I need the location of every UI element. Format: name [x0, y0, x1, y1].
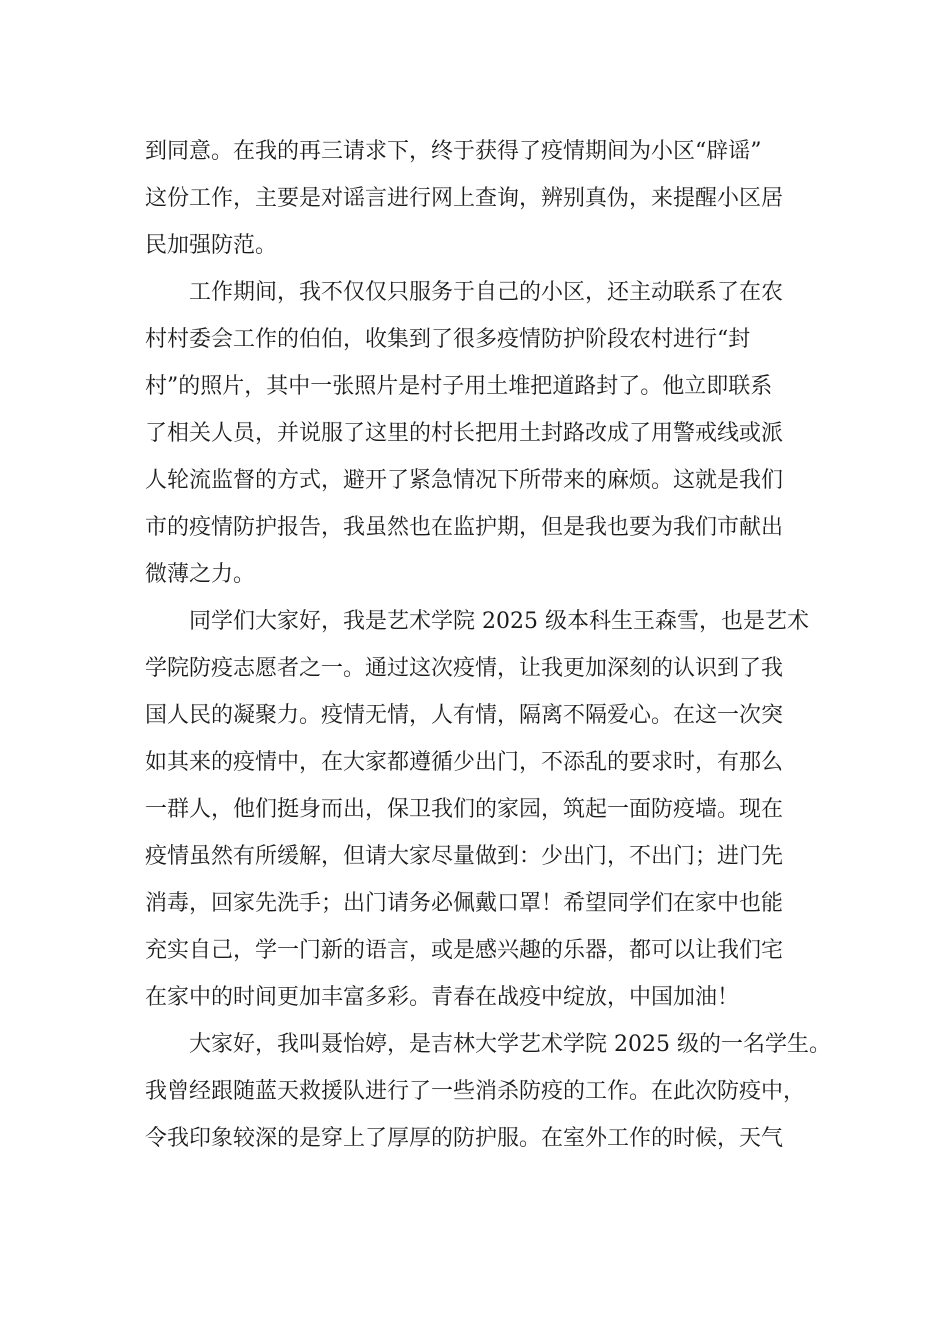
text-line: 到同意。在我的再三请求下，终于获得了疫情期间为小区“辟谣” [145, 139, 762, 164]
text-line: 如其来的疫情中，在大家都遵循少出门，不添乱的要求时，有那么 [145, 750, 784, 775]
text-line: 在家中的时间更加丰富多彩。青春在战疫中绽放，中国加油！ [145, 985, 740, 1010]
text-line: 消毒，回家先洗手；出门请务必佩戴口罩！希望同学们在家中也能 [145, 891, 784, 916]
text-line: 村”的照片，其中一张照片是村子用土堆把道路封了。他立即联系 [145, 374, 773, 399]
paragraph-start-line: 工作期间，我不仅仅只服务于自己的小区，还主动联系了在农 [189, 280, 784, 305]
text-line: 村村委会工作的伯伯，收集到了很多疫情防护阶段农村进行“封 [145, 327, 751, 352]
text-line: 令我印象较深的是穿上了厚厚的防护服。在室外工作的时候，天气 [145, 1126, 784, 1151]
text-line: 我曾经跟随蓝天救援队进行了一些消杀防疫的工作。在此次防疫中， [145, 1079, 806, 1104]
paragraph-start-line: 大家好，我叫聂怡婷，是吉林大学艺术学院 2025 级的一名学生。 [189, 1032, 831, 1057]
text-line: 人轮流监督的方式，避开了紧急情况下所带来的麻烦。这就是我们 [145, 468, 784, 493]
body-text [145, 128, 831, 1162]
paragraph-start-line: 同学们大家好，我是艺术学院 2025 级本科生王森雪，也是艺术 [189, 609, 809, 634]
text-line: 民加强防范。 [145, 233, 278, 258]
text-line: 疫情虽然有所缓解，但请大家尽量做到：少出门，不出门；进门先 [145, 844, 784, 869]
text-line: 国人民的凝聚力。疫情无情，人有情，隔离不隔爱心。在这一次突 [145, 703, 784, 728]
text-line: 充实自己，学一门新的语言，或是感兴趣的乐器，都可以让我们宅 [145, 938, 784, 963]
text-line: 微薄之力。 [145, 562, 256, 587]
text-line: 了相关人员，并说服了这里的村长把用土封路改成了用警戒线或派 [145, 421, 784, 446]
text-line: 学院防疫志愿者之一。通过这次疫情，让我更加深刻的认识到了我 [145, 656, 784, 681]
text-line: 市的疫情防护报告，我虽然也在监护期，但是我也要为我们市献出 [145, 515, 784, 540]
text-line: 这份工作，主要是对谣言进行网上查询，辨别真伪，来提醒小区居 [145, 186, 784, 211]
text-line: 一群人，他们挺身而出，保卫我们的家园，筑起一面防疫墙。现在 [145, 797, 784, 822]
